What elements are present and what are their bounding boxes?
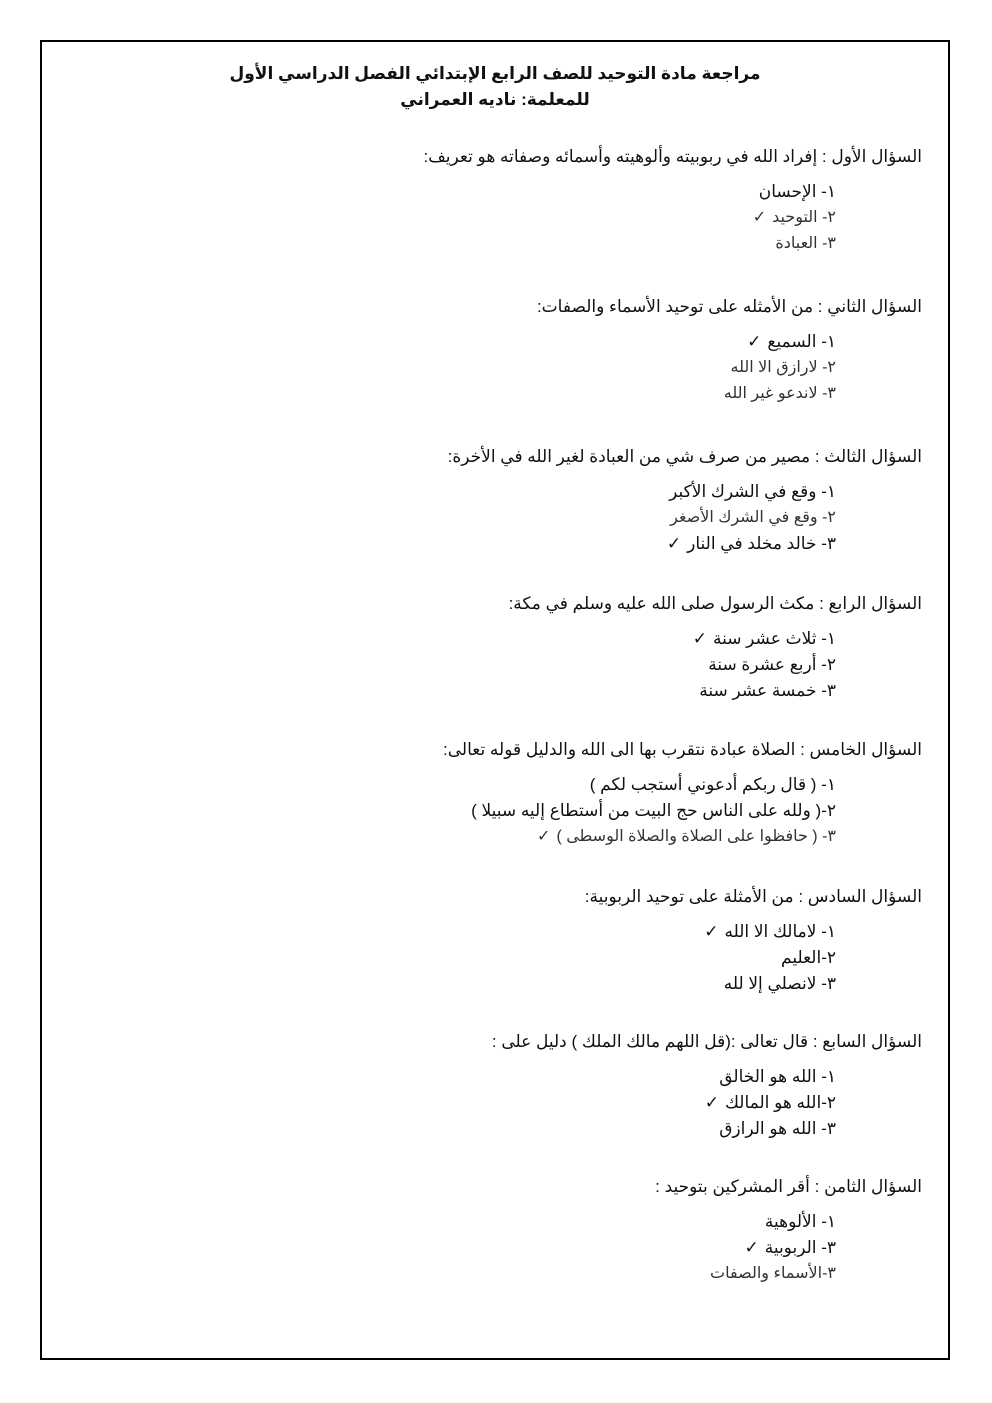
question-text: السؤال الثاني : من الأمثله على توحيد الأسماء والصفات: bbox=[536, 297, 922, 316]
options-list bbox=[362, 179, 836, 257]
check-mark-icon: ✓ bbox=[692, 629, 707, 648]
option-label: ٢-العليم bbox=[781, 948, 836, 967]
option-label: ٢- أربع عشرة سنة bbox=[708, 655, 836, 674]
check-mark-icon: ✓ bbox=[666, 534, 682, 553]
check-mark-icon: ✓ bbox=[747, 332, 762, 351]
check-mark-icon: ✓ bbox=[752, 209, 767, 226]
check-mark-icon: ✓ bbox=[744, 1238, 759, 1257]
option-label: ٣- العبادة bbox=[775, 235, 836, 252]
question-text: السؤال الخامس : الصلاة عبادة نتقرب بها الى الله والدليل قوله تعالى: bbox=[443, 740, 922, 759]
question-7 bbox=[362, 1032, 922, 1142]
option-label: ١- ثلاث عشر سنة bbox=[712, 629, 836, 648]
page-frame bbox=[40, 40, 950, 1360]
option-label: ٣- الربوبية bbox=[764, 1238, 836, 1257]
options-list bbox=[362, 479, 836, 557]
teacher-name: للمعلمة: ناديه العمراني bbox=[400, 90, 590, 109]
option bbox=[362, 945, 836, 971]
option-label: ٢-الله هو المالك bbox=[724, 1093, 836, 1112]
options-list bbox=[362, 1209, 836, 1287]
option-label: ٣- خمسة عشر سنة bbox=[699, 681, 836, 700]
option bbox=[362, 355, 836, 381]
option bbox=[362, 231, 836, 257]
option bbox=[362, 1261, 836, 1287]
option-label: ١- الألوهية bbox=[764, 1212, 836, 1231]
option-label: ١- الله هو الخالق bbox=[719, 1067, 836, 1086]
option bbox=[362, 971, 836, 997]
check-mark-icon: ✓ bbox=[704, 1093, 719, 1112]
option bbox=[362, 479, 836, 505]
option-label: ١- الإحسان bbox=[758, 182, 836, 201]
option bbox=[362, 772, 836, 798]
option bbox=[362, 1235, 836, 1261]
question-5 bbox=[362, 740, 922, 850]
options-list bbox=[362, 626, 836, 704]
question-text: السؤال السادس : من الأمثلة على توحيد الربوبية: bbox=[584, 887, 922, 906]
option bbox=[362, 179, 836, 205]
options-list bbox=[362, 919, 836, 997]
question-text: السؤال الثامن : أقر المشركين بتوحيد : bbox=[655, 1177, 922, 1196]
option-label: ٢- وقع في الشرك الأصغر bbox=[670, 509, 836, 526]
question-text: السؤال السابع : قال تعالى :(قل اللهم مالك الملك ) دليل على : bbox=[491, 1032, 922, 1051]
option bbox=[362, 1064, 836, 1090]
question-1 bbox=[362, 147, 922, 257]
option bbox=[362, 329, 836, 355]
options-list bbox=[362, 329, 836, 407]
option bbox=[362, 381, 836, 407]
check-mark-icon: ✓ bbox=[704, 922, 719, 941]
question-6 bbox=[362, 887, 922, 997]
options-list bbox=[362, 1064, 836, 1142]
option-label: ١- ( قال ربكم أدعوني أستجب لكم ) bbox=[589, 775, 836, 794]
question-text: السؤال الرابع : مكث الرسول صلى الله عليه وسلم في مكة: bbox=[508, 594, 922, 613]
question-text: السؤال الأول : إفراد الله في ربوبيته وألوهيته وأسمائه وصفاته هو تعريف: bbox=[423, 147, 922, 166]
question-2 bbox=[362, 297, 922, 407]
option-label: ٢- لارازق الا الله bbox=[730, 359, 836, 376]
option bbox=[362, 919, 836, 945]
option-label: ٢-( ولله على الناس حج البيت من أستطاع إليه سبيلا ) bbox=[471, 801, 836, 820]
check-mark-icon: ✓ bbox=[537, 828, 551, 845]
option-label: ٣- لانصلي إلا لله bbox=[723, 974, 836, 993]
option bbox=[362, 626, 836, 652]
option bbox=[362, 798, 836, 824]
option bbox=[362, 205, 836, 231]
option-label: ٣-الأسماء والصفات bbox=[710, 1265, 836, 1282]
option-label: ٣- ( حافظوا على الصلاة والصلاة الوسطى ) bbox=[556, 828, 836, 845]
option bbox=[362, 1116, 836, 1142]
question-4 bbox=[362, 594, 922, 704]
page-title: مراجعة مادة التوحيد للصف الرابع الإبتدائي الفصل الدراسي الأول bbox=[229, 64, 761, 83]
option-label: ٣- الله هو الرازق bbox=[719, 1119, 836, 1138]
question-text: السؤال الثالث : مصير من صرف شي من العبادة لغير الله في الأخرة: bbox=[447, 447, 922, 466]
option bbox=[362, 531, 836, 557]
option bbox=[362, 505, 836, 531]
options-list bbox=[362, 772, 836, 850]
option-label: ٣- خالد مخلد في النار bbox=[687, 534, 836, 553]
option bbox=[362, 652, 836, 678]
option bbox=[362, 678, 836, 704]
option-label: ١- وقع في الشرك الأكبر bbox=[669, 482, 836, 501]
question-3 bbox=[362, 447, 922, 557]
option-label: ١- لامالك الا الله bbox=[724, 922, 836, 941]
option-label: ٣- لاندعو غير الله bbox=[723, 385, 836, 402]
option bbox=[362, 1090, 836, 1116]
option-label: ٢- التوحيد bbox=[772, 209, 836, 226]
option bbox=[362, 824, 836, 850]
question-8 bbox=[362, 1177, 922, 1287]
option bbox=[362, 1209, 836, 1235]
option-label: ١- السميع bbox=[767, 332, 836, 351]
